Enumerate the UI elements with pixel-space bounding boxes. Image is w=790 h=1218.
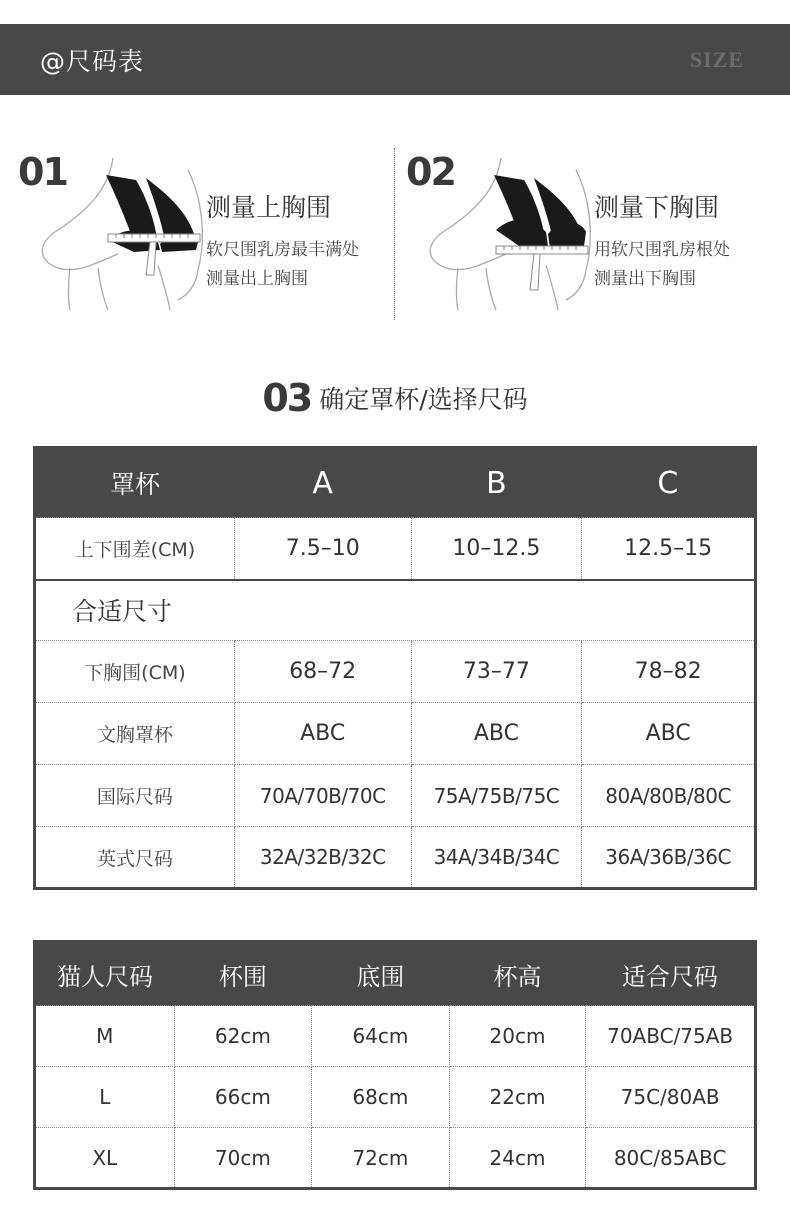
table-cell: 75C/80AB: [586, 1067, 756, 1128]
table-header-cell: 杯围: [174, 942, 312, 1006]
fit-section-label: 合适尺寸: [35, 580, 756, 641]
table-cell: 12.5–15: [582, 518, 756, 580]
page-title: @尺码表: [40, 46, 145, 76]
step-upper-bust: [18, 140, 388, 330]
table-cell: 20cm: [449, 1006, 586, 1067]
table-cell: 72cm: [312, 1128, 450, 1189]
table-header-cell: 底围: [312, 942, 450, 1006]
table-cell: 上下围差(CM): [35, 518, 235, 580]
table-cell: 文胸罩杯: [35, 703, 235, 765]
table-cell: 70ABC/75AB: [586, 1006, 756, 1067]
table-header-cell: 杯高: [449, 942, 586, 1006]
table-cell: 68–72: [234, 641, 411, 703]
header-bar: [0, 24, 790, 95]
table-row: [35, 1067, 756, 1128]
step-desc-line: 用软尺围乳房根处: [594, 240, 730, 260]
table-cell: 32A/32B/32C: [234, 827, 411, 889]
step-heading: 测量上胸围: [206, 193, 332, 222]
step-heading: 测量下胸围: [594, 193, 720, 222]
brand-size-table: [33, 940, 757, 1190]
table-cell: 70A/70B/70C: [234, 765, 411, 827]
table-cell: L: [35, 1067, 175, 1128]
table-cell: 英式尺码: [35, 827, 235, 889]
table-header-cell: B: [411, 448, 582, 518]
step-divider: [394, 148, 395, 320]
table-header-cell: 罩杯: [35, 448, 235, 518]
table-cell: 68cm: [312, 1067, 450, 1128]
step-number: 03: [262, 376, 312, 420]
table-header-cell: A: [234, 448, 411, 518]
table-cell: 24cm: [449, 1128, 586, 1189]
table-row: [35, 765, 756, 827]
step-desc-line: 软尺围乳房最丰满处: [206, 240, 359, 260]
table-row: [35, 1006, 756, 1067]
table-cell: 73–77: [411, 641, 582, 703]
section3-title: [0, 376, 790, 420]
table-cell: 80A/80B/80C: [582, 765, 756, 827]
table-row: [35, 580, 756, 641]
table-cell: ABC: [582, 703, 756, 765]
table-header-cell: C: [582, 448, 756, 518]
table-row: [35, 703, 756, 765]
step-description: [594, 236, 730, 294]
step-description: [206, 236, 359, 294]
table-cell: 国际尺码: [35, 765, 235, 827]
table-cell: M: [35, 1006, 175, 1067]
cup-size-table: [33, 446, 757, 890]
table-cell: 36A/36B/36C: [582, 827, 756, 889]
table-cell: ABC: [234, 703, 411, 765]
table-row: [35, 1128, 756, 1189]
step-number: 01: [18, 150, 67, 194]
table-header-cell: 猫人尺码: [35, 942, 175, 1006]
table-row: [35, 827, 756, 889]
table-cell: 64cm: [312, 1006, 450, 1067]
table-cell: XL: [35, 1128, 175, 1189]
measure-section: [0, 140, 790, 330]
table-row: [35, 518, 756, 580]
step-under-bust: [406, 140, 776, 330]
table-cell: 75A/75B/75C: [411, 765, 582, 827]
step-desc-line: 测量出上胸围: [206, 269, 308, 289]
table-cell: 10–12.5: [411, 518, 582, 580]
table-cell: 62cm: [174, 1006, 312, 1067]
table-header-row: [35, 448, 756, 518]
section3-heading: 确定罩杯/选择尺码: [319, 385, 528, 414]
table-cell: 7.5–10: [234, 518, 411, 580]
table-row: [35, 641, 756, 703]
table-cell: 80C/85ABC: [586, 1128, 756, 1189]
table-cell: 34A/34B/34C: [411, 827, 582, 889]
table-header-row: [35, 942, 756, 1006]
table-cell: 70cm: [174, 1128, 312, 1189]
step-number: 02: [406, 150, 455, 194]
table-cell: 66cm: [174, 1067, 312, 1128]
step-desc-line: 测量出下胸围: [594, 269, 696, 289]
table-header-cell: 适合尺码: [586, 942, 756, 1006]
table-cell: ABC: [411, 703, 582, 765]
table-cell: 22cm: [449, 1067, 586, 1128]
table-cell: 78–82: [582, 641, 756, 703]
size-tag: SIZE: [689, 46, 744, 72]
table-cell: 下胸围(CM): [35, 641, 235, 703]
